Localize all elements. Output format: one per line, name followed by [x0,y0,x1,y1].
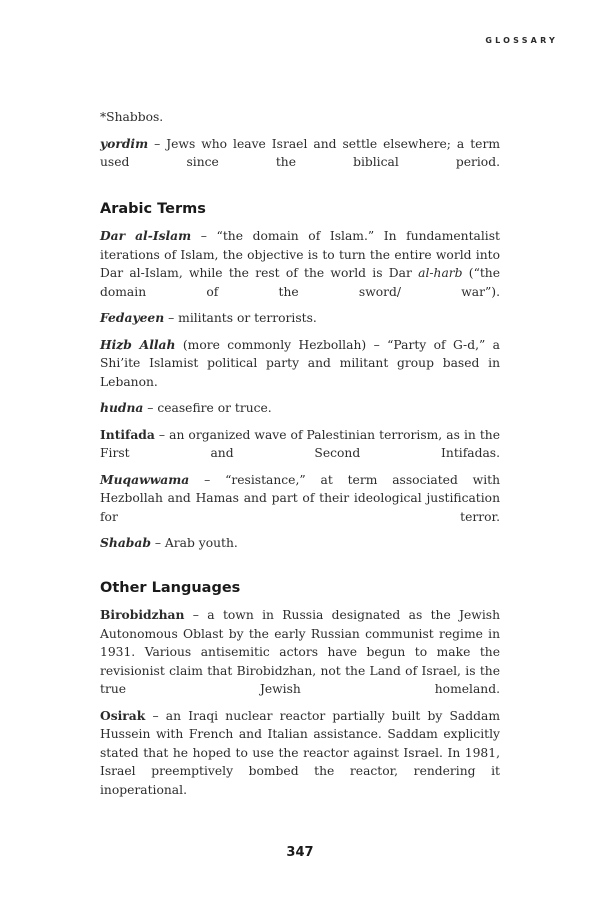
running-head: GLOSSARY [485,36,558,45]
glossary-entry-hizb-allah [100,336,500,392]
glossary-definition: – Jews who leave Israel and settle elsewhere; a term used since the biblical period. [100,136,500,169]
glossary-term: hudna [100,400,144,415]
glossary-entry-muqawwama [100,471,500,527]
glossary-term: Osirak [100,707,146,723]
glossary-term: Hizb Allah [100,336,176,352]
glossary-entry-shabab [100,534,500,553]
glossary-definition: (more commonly Hezbollah) – “Party of G-d,” a Shi’ite Islamist political party and militant group based in Lebanon. [100,337,500,389]
glossary-entry-hudna [100,399,500,418]
glossary-definition: – militants or terrorists. [164,311,317,325]
glossary-entry-osirak [100,707,500,800]
section-heading-arabic-terms: Arabic Terms [100,200,206,217]
glossary-term: Dar al-Islam [100,228,192,243]
glossary-body [100,108,500,807]
page-number: 347 [286,845,314,860]
glossary-entry-yordim [100,135,500,172]
glossary-entry-intifada [100,426,500,463]
glossary-definition: – Arab youth. [150,536,238,550]
glossary-entry-birobidzhan [100,606,500,699]
glossary-term: Muqawwama [100,471,190,487]
glossary-term: Fedayeen [100,310,165,325]
glossary-term: Intifada [100,426,155,442]
glossary-definition: – a town in Russia designated as the Jewish Autonomous Oblast by the early Russian communist regime in 1931. Various antisemitic actors have begun to make the revisionist claim that Birobidzhan, not the Land of Israel, is the true Jewish homeland. [100,608,500,696]
section-heading-other-languages: Other Languages [100,579,241,596]
glossary-definition: – ceasefire or truce. [143,401,272,415]
glossary-definition: – “resistance,” at term associated with Hezbollah and Hamas and part of their ideological justification for terror. [100,472,500,524]
glossary-term: Shabab [100,535,151,550]
glossary-definition: – an organized wave of Palestinian terrorism, as in the First and Second Intifadas. [100,427,500,460]
continued-entry: *Shabbos. [100,110,164,124]
glossary-entry-fedayeen [100,309,500,328]
glossary-term: yordim [100,135,149,151]
glossary-entry-dar-al-islam [100,227,500,301]
glossary-inline-term: al-harb [418,266,463,280]
glossary-term: Birobidzhan [100,607,185,622]
glossary-definition: – an Iraqi nuclear reactor partially built by Saddam Hussein with French and Italian assistance. Saddam explicitly stated that he hoped to use the reactor against Israel. In 1981, Israel preemptively bombed the reactor, rendering it inoperational. [100,708,500,797]
glossary-definition: – “the domain of Islam.” In fundamentalist iterations of Islam, the objective is to turn the entire world into Dar al-Islam, while the rest of the world is Dar [100,229,500,280]
glossary-definition-end: (“the domain of the sword/ war”). [100,266,500,299]
